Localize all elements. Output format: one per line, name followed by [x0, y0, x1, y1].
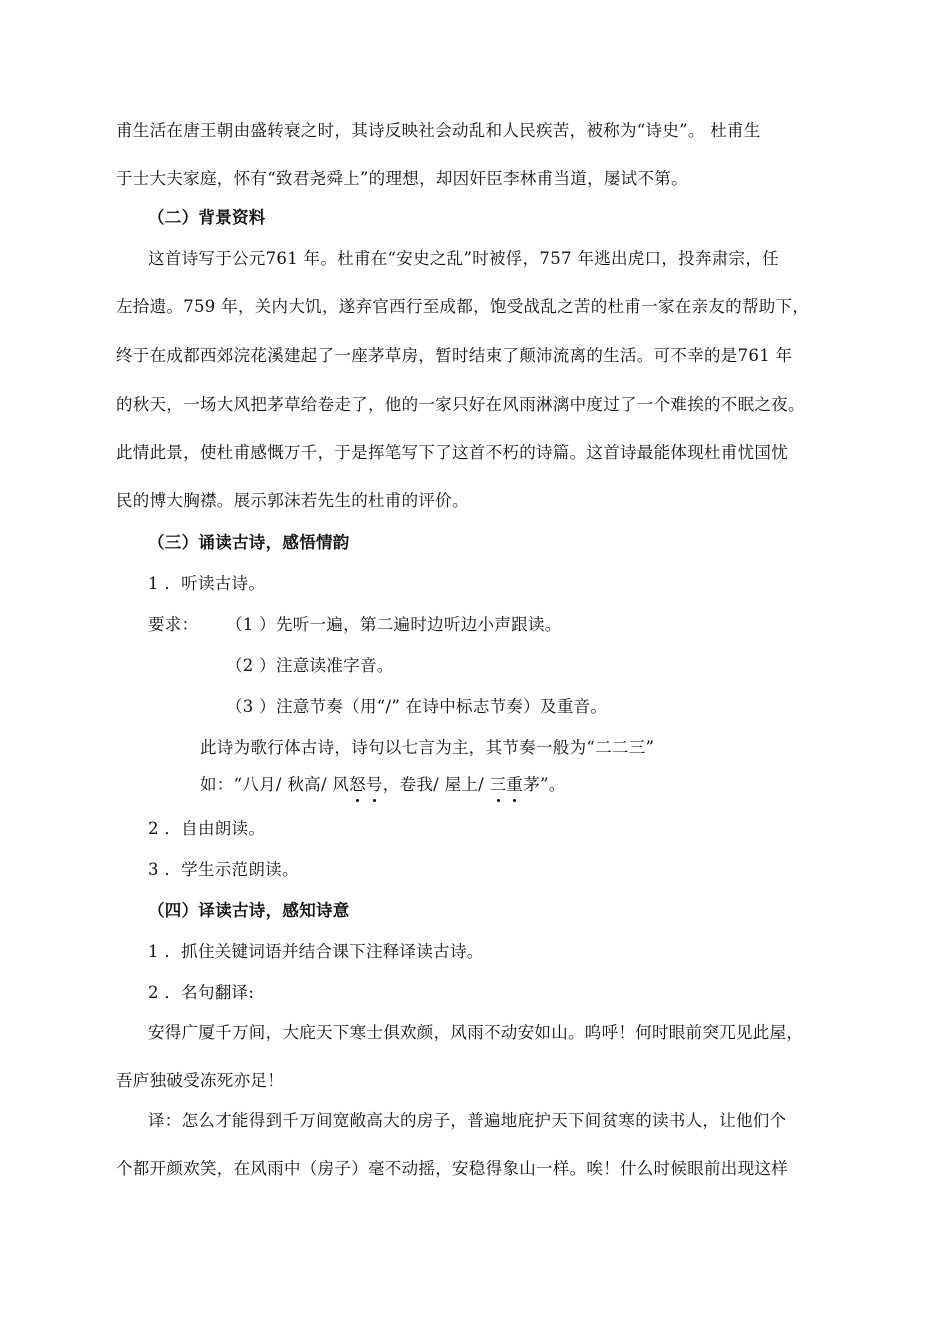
example-text-c: 茅”。: [523, 775, 566, 794]
requirement-2: （2 ）注意读准字音。: [226, 656, 394, 675]
background-line-3: 终于在成都西郊浣花溪建起了一座茅草房，暂时结束了颠沛流离的生活。可不幸的是761 年: [116, 346, 793, 365]
background-line-1: 这首诗写于公元761 年。杜甫在“安史之乱”时被俘，757 年逃出虎口，投奔肃宗，任: [148, 249, 779, 268]
background-line-2: 左拾遗。759 年，关内大饥，遂弃官西行至成都，饱受战乱之苦的杜甫一家在亲友的帮助下，: [116, 297, 810, 316]
rhythm-note: 此诗为歌行体古诗，诗句以七言为主，其节奏一般为“二二三”: [200, 738, 655, 757]
requirements-label: 要求：: [148, 615, 199, 634]
section-4-heading: （四）译读古诗，感知诗意: [148, 901, 350, 920]
stress-mark-2: 号: [365, 775, 383, 794]
stress-mark-3: 三: [489, 775, 507, 794]
background-line-5: 此情此景，使杜甫感慨万千，于是挥笔写下了这首不朽的诗篇。这首诗最能体现杜甫忧国忧: [116, 443, 788, 462]
background-line-6: 民的博大胸襟。展示郭沫若先生的杜甫的评价。: [116, 491, 469, 510]
bio-line-1: 甫生活在唐王朝由盛转衰之时，其诗反映社会动乱和人民疾苦，被称为“诗史”。 杜甫生: [116, 121, 761, 140]
stress-mark-4: 重: [506, 775, 524, 794]
bio-line-2: 于士大夫家庭，怀有“致君尧舜上”的理想，却因奸臣李林甫当道，屡试不第。: [116, 169, 688, 188]
requirement-3: （3 ）注意节奏（用“/” 在诗中标志节奏）及重音。: [226, 697, 608, 716]
background-line-4: 的秋天，一场大风把茅草给卷走了，他的一家只好在风雨淋漓中度过了一个难挨的不眠之夜。: [116, 395, 805, 414]
translation-line-1: 译：怎么才能得到千万间宽敞高大的房子，普遍地庇护天下间贫寒的读书人，让他们个: [148, 1111, 787, 1130]
section-3-item-1: 1 ．听读古诗。: [148, 574, 266, 593]
section-3-item-2: 2 ．自由朗读。: [148, 819, 266, 838]
section-2-heading: （二）背景资料: [148, 208, 266, 227]
quote-line-1: 安得广厦千万间，大庇天下寒士俱欢颜，风雨不动安如山。呜呼！何时眼前突兀见此屋，: [148, 1023, 804, 1042]
example-text-a: 如：“八月/ 秋高/ 风: [200, 775, 350, 794]
translation-line-2: 个都开颜欢笑，在风雨中（房子）毫不动摇，安稳得象山一样。唉！什么时候眼前出现这样: [116, 1159, 788, 1178]
rhythm-example: [200, 774, 566, 796]
stress-mark-1: 怒: [349, 775, 366, 794]
quote-line-2: 吾庐独破受冻死亦足！: [116, 1071, 284, 1090]
section-4-item-1: 1 ．抓住关键词语并结合课下注释译读古诗。: [148, 942, 484, 961]
section-3-item-3: 3 ．学生示范朗读。: [148, 860, 299, 879]
requirement-1: （1 ）先听一遍，第二遍时边听边小声跟读。: [226, 615, 562, 634]
example-text-b: ，卷我/ 屋上/: [382, 775, 490, 794]
section-4-item-2: 2 ．名句翻译:: [148, 983, 255, 1002]
section-3-heading: （三）诵读古诗，感悟情韵: [148, 533, 350, 552]
